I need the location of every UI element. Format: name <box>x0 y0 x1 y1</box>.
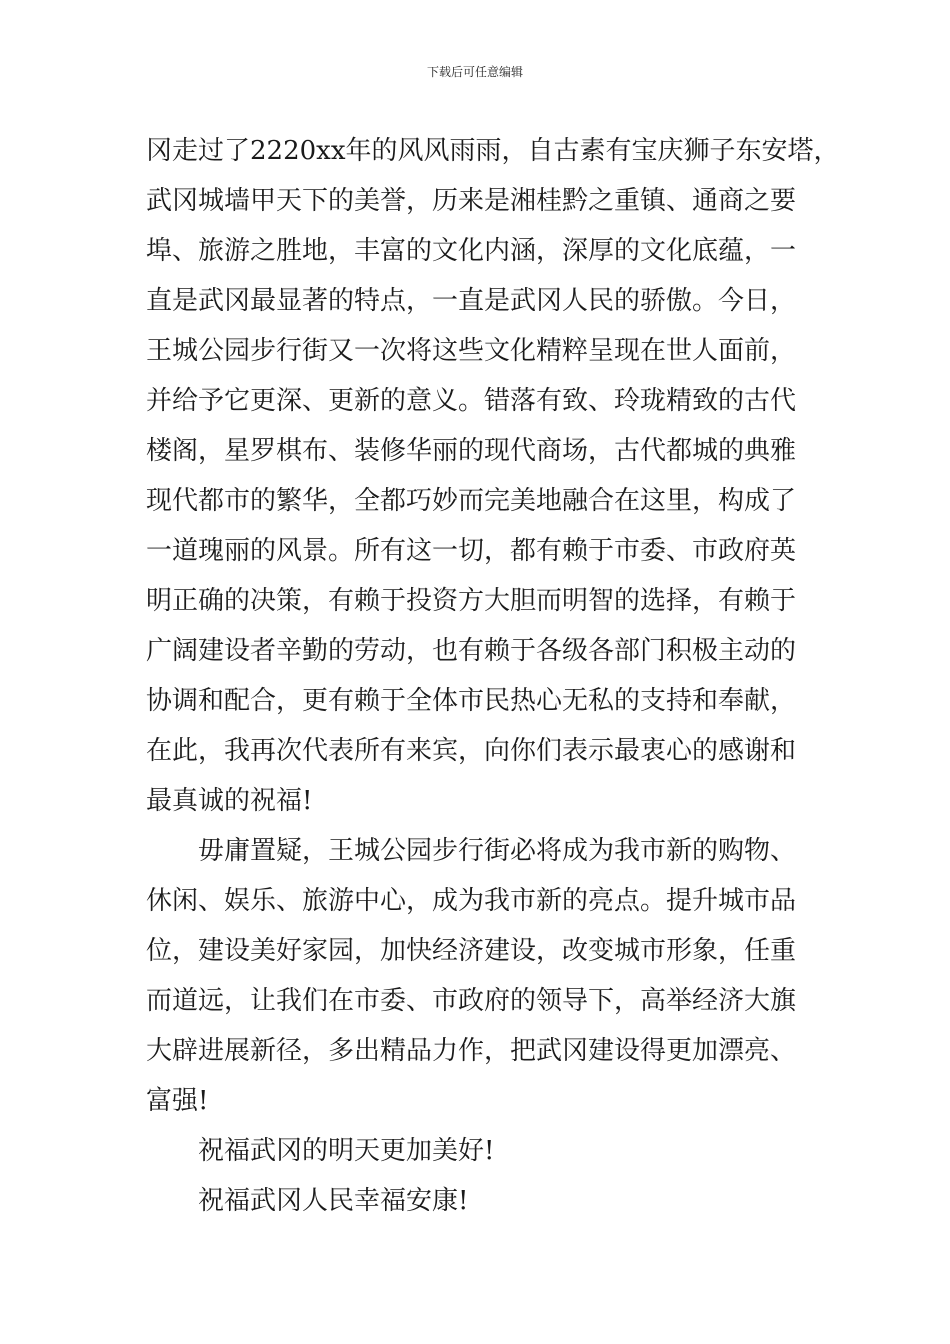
text-line: 毋庸置疑，王城公园步行街必将成为我市新的购物、 <box>198 836 797 866</box>
text-line: 祝福武冈人民幸福安康! <box>198 1186 469 1216</box>
text-line: 广阔建设者辛勤的劳动，也有赖于各级各部门积极主动的 <box>146 636 797 666</box>
text-line: 最真诚的祝福! <box>146 786 313 816</box>
document-body <box>146 126 840 1226</box>
text-line: 位，建设美好家园，加快经济建设，改变城市形象，任重 <box>146 936 797 966</box>
text-line: 王城公园步行街又一次将这些文化精粹呈现在世人面前， <box>146 336 797 366</box>
text-line: 埠、旅游之胜地，丰富的文化内涵，深厚的文化底蕴，一 <box>146 236 797 266</box>
text-line: 直是武冈最显著的特点，一直是武冈人民的骄傲。今日， <box>146 286 797 316</box>
text-line: 而道远，让我们在市委、市政府的领导下，高举经济大旗 <box>146 986 797 1016</box>
text-line: 休闲、娱乐、旅游中心，成为我市新的亮点。提升城市品 <box>146 886 797 916</box>
text-line: 武冈城墙甲天下的美誉，历来是湘桂黔之重镇、通商之要 <box>146 186 797 216</box>
text-line: 现代都市的繁华，全都巧妙而完美地融合在这里，构成了 <box>146 486 797 516</box>
text-line: 祝福武冈的明天更加美好! <box>198 1136 495 1166</box>
page-header: 下载后可任意编辑 <box>426 65 523 79</box>
text-line: 明正确的决策，有赖于投资方大胆而明智的选择，有赖于 <box>146 586 797 616</box>
text-line: 在此，我再次代表所有来宾，向你们表示最衷心的感谢和 <box>146 736 797 766</box>
text-line: 楼阁，星罗棋布、装修华丽的现代商场，古代都城的典雅 <box>146 436 797 466</box>
closing-blessing-1 <box>146 1126 836 1176</box>
paragraph-2 <box>146 826 836 1126</box>
text-line: 富强! <box>146 1086 209 1116</box>
closing-blessing-2 <box>146 1176 836 1226</box>
paragraph-1 <box>146 126 840 826</box>
text-line: 协调和配合，更有赖于全体市民热心无私的支持和奉献， <box>146 686 797 716</box>
text-line: 一道瑰丽的风景。所有这一切，都有赖于市委、市政府英 <box>146 536 797 566</box>
text-line: 并给予它更深、更新的意义。错落有致、玲珑精致的古代 <box>146 386 797 416</box>
text-line: 大辟进展新径，多出精品力作，把武冈建设得更加漂亮、 <box>146 1036 797 1066</box>
text-line: 冈走过了2220xx年的风风雨雨，自古素有宝庆狮子东安塔， <box>146 136 840 166</box>
